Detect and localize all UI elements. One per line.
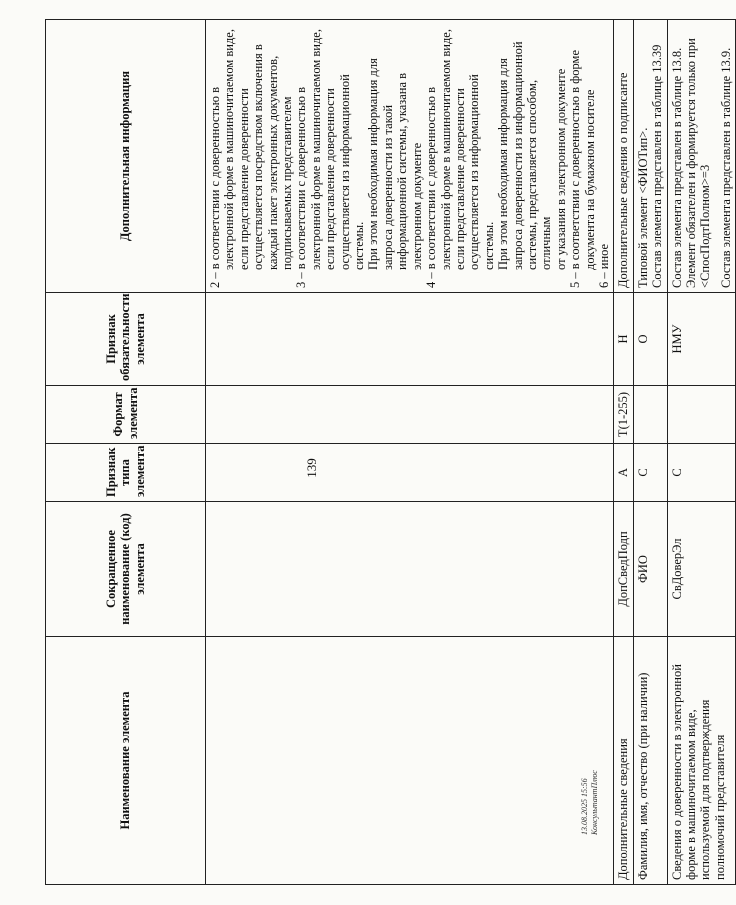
header-element-type: Признак типа элемента [46,444,206,502]
cell-element-code: СвДоверЭл [667,502,736,637]
cell-additional-info [633,20,667,293]
cell-element-format [667,386,736,444]
cell-additional-info: Дополнительные сведения о подписанте [614,20,633,293]
header-element-required: Признак обязательности элемента [46,293,206,386]
page-number: 139 [304,458,319,478]
info-line: <СпосПодтПолном>=3 [698,164,713,288]
info-line: электронной форме в машиночитаемом виде, [222,29,237,270]
info-line: 4 – в соответствии с доверенностью в [424,86,439,288]
cell-element-name: Дополнительные сведения [614,637,633,885]
info-line: 5 – в соответствии с доверенностью в форме [568,49,583,288]
info-line: 3 – в соответствии с доверенностью в [294,86,309,288]
cell-empty [206,293,614,386]
info-line: осуществляется из информационной системы. [467,74,496,270]
cell-empty [206,637,614,885]
info-line: запроса доверенности из информационной [510,41,525,270]
info-line: если представление доверенности [236,88,251,270]
info-line: от указания в электронном документе [553,68,568,270]
info-line: осуществляется посредством включения в [251,44,266,270]
info-line: Элемент обязателен и формируется только при [684,38,698,288]
header-element-code: Сокращенное наименование (код) элемента [46,502,206,637]
info-line: Состав элемента представлен в таблице 13.9. [718,47,733,288]
cell-empty [206,502,614,637]
info-line: Состав элемента представлен в таблице 13.39 [650,44,665,288]
info-line: осуществляется из информационной системы. [337,74,367,270]
cell-element-code: ФИО [633,502,667,637]
table-header-row [46,20,206,885]
cell-element-type: С [667,444,736,502]
cell-element-required: Н [614,293,633,386]
cell-element-required: О [633,293,667,386]
info-line: При этом необходимая информация для [366,58,381,270]
info-line: подписываемых представителем [280,96,295,270]
info-line: информационной системы, указана в [395,72,410,270]
cell-element-type: С [633,444,667,502]
cell-element-required: НМУ [667,293,736,386]
info-line: При этом необходимая информация для [496,58,511,270]
rotated-table-container [45,20,733,885]
cell-additional-info [667,20,736,293]
info-line: если представление доверенности [323,88,338,270]
header-element-name: Наименование элемента [46,637,206,885]
info-line: 2 – в соответствии с доверенностью в [208,86,222,288]
footer-stamp [580,685,600,835]
footer-source: КонсультантПлюс [590,770,599,835]
cell-element-type: А [614,444,633,502]
table-row [633,20,667,885]
info-line: каждый пакет электронных документов, [265,55,280,270]
info-line: электронной форме в машиночитаемом виде, [308,29,323,270]
cell-element-format [633,386,667,444]
cell-empty [206,444,614,502]
cell-element-name: Фамилия, имя, отчество (при наличии) [633,637,667,885]
element-spec-table [45,19,736,885]
info-line: электронном документе [409,142,424,270]
cell-element-code: ДопСведПодп [614,502,633,637]
table-row-continuation [206,20,614,885]
info-line: запроса доверенности из такой [380,104,395,270]
footer-timestamp: 13.08.2025 15:56 [580,778,589,835]
info-line: электронной форме в машиночитаемом виде, [438,29,453,270]
header-element-format: Формат элемента [46,386,206,444]
header-additional-info: Дополнительная информация [46,20,206,293]
info-line: системы, представляется способом, отличным [524,79,554,270]
info-line: если представление доверенности [452,88,467,270]
cell-continuation-info [206,20,614,293]
info-line: Состав элемента представлен в таблице 13.8. [669,47,684,288]
cell-element-format: T(1-255) [614,386,633,444]
info-line: документа на бумажном носителе [582,89,597,270]
cell-empty [206,386,614,444]
table-row [667,20,736,885]
cell-element-name: Сведения о доверенности в электронной форме в машиночитаемом виде, используемой для подтверждения полномочий представителя [667,637,736,885]
info-line: 6 – иное [596,243,611,288]
table-row [614,20,633,885]
info-line: Типовой элемент <ФИОТип>. [635,127,650,288]
